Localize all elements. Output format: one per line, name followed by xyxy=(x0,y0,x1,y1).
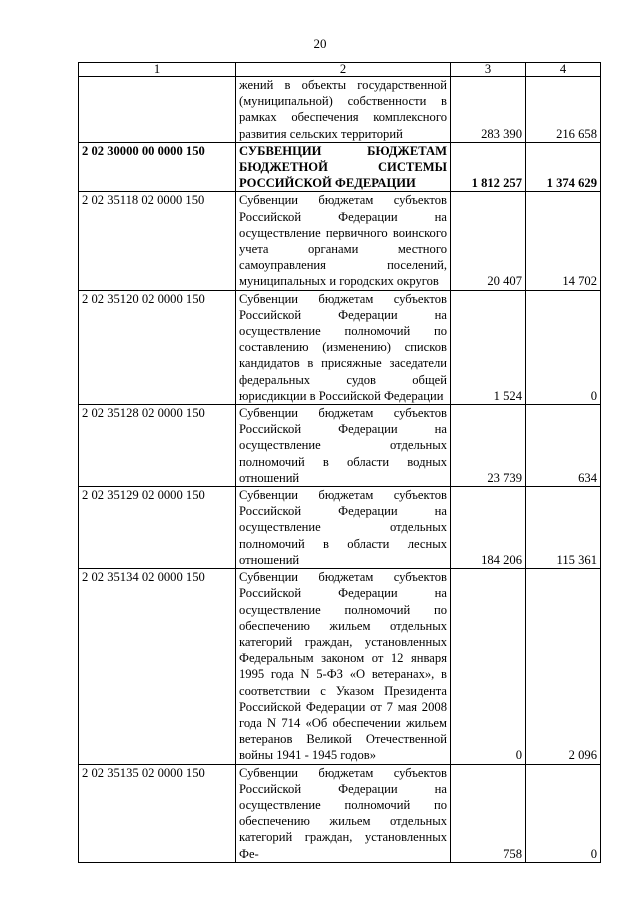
row-code: 2 02 30000 00 0000 150 xyxy=(79,142,236,192)
page-number: 20 xyxy=(313,36,327,51)
budget-table xyxy=(78,62,601,863)
table-row xyxy=(79,192,601,290)
table-row xyxy=(79,487,601,569)
table-header-row xyxy=(79,63,601,77)
table-row xyxy=(79,142,601,192)
row-name: жений в объекты государственной (муниципальной) собственности в рамках обеспечения комплексного развития сельских территорий xyxy=(236,77,451,143)
row-name: Субвенции бюджетам субъектов Российской Федерации на осуществление отдельных полномочий в области водных отношений xyxy=(236,405,451,487)
row-value-col4: 14 702 xyxy=(526,192,601,290)
row-name: Субвенции бюджетам субъектов Российской Федерации на осуществление полномочий по обеспечению жильем отдельных категорий граждан, установленных Федеральным законом от 12 января 1995 года N 5-ФЗ «О ветеранах», в соответствии с Указом Президента Российской Федерации от 7 мая 2008 года N 714 «Об обеспечении жильем ветеранов Великой Отечественной войны 1941 - 1945 годов» xyxy=(236,569,451,764)
table-row xyxy=(79,405,601,487)
column-header-1: 1 xyxy=(79,63,236,77)
row-value-col3: 283 390 xyxy=(451,77,526,143)
row-name: Субвенции бюджетам субъектов Российской Федерации на осуществление полномочий по составлению (изменению) списков кандидатов в присяжные заседатели федеральных судов общей юрисдикции в Российской Федерации xyxy=(236,290,451,404)
row-value-col4: 115 361 xyxy=(526,487,601,569)
row-value-col4: 1 374 629 xyxy=(526,142,601,192)
budget-table-body xyxy=(79,63,601,863)
row-value-col3: 758 xyxy=(451,764,526,862)
row-name: Субвенции бюджетам субъектов Российской Федерации на осуществление полномочий по обеспечению жильем отдельных категорий граждан, установленных Фе- xyxy=(236,764,451,862)
row-code xyxy=(79,77,236,143)
row-value-col4: 0 xyxy=(526,290,601,404)
row-value-col3: 184 206 xyxy=(451,487,526,569)
column-header-3: 3 xyxy=(451,63,526,77)
row-value-col3: 1 524 xyxy=(451,290,526,404)
row-name: Субвенции бюджетам субъектов Российской Федерации на осуществление отдельных полномочий в области лесных отношений xyxy=(236,487,451,569)
table-row xyxy=(79,77,601,143)
column-header-4: 4 xyxy=(526,63,601,77)
row-code: 2 02 35135 02 0000 150 xyxy=(79,764,236,862)
row-code: 2 02 35118 02 0000 150 xyxy=(79,192,236,290)
row-value-col4: 2 096 xyxy=(526,569,601,764)
row-value-col3: 23 739 xyxy=(451,405,526,487)
row-code: 2 02 35120 02 0000 150 xyxy=(79,290,236,404)
column-header-2: 2 xyxy=(236,63,451,77)
row-name: СУБВЕНЦИИ БЮДЖЕТАМ БЮДЖЕТНОЙ СИСТЕМЫ РОССИЙСКОЙ ФЕДЕРАЦИИ xyxy=(236,142,451,192)
table-row xyxy=(79,764,601,862)
table-row xyxy=(79,290,601,404)
row-value-col3: 20 407 xyxy=(451,192,526,290)
row-value-col3: 0 xyxy=(451,569,526,764)
table-row xyxy=(79,569,601,764)
row-value-col4: 0 xyxy=(526,764,601,862)
row-code: 2 02 35129 02 0000 150 xyxy=(79,487,236,569)
row-value-col3: 1 812 257 xyxy=(451,142,526,192)
row-name: Субвенции бюджетам субъектов Российской Федерации на осуществление первичного воинского учета органами местного самоуправления поселений, муниципальных и городских округов xyxy=(236,192,451,290)
row-value-col4: 216 658 xyxy=(526,77,601,143)
row-code: 2 02 35134 02 0000 150 xyxy=(79,569,236,764)
row-value-col4: 634 xyxy=(526,405,601,487)
row-code: 2 02 35128 02 0000 150 xyxy=(79,405,236,487)
